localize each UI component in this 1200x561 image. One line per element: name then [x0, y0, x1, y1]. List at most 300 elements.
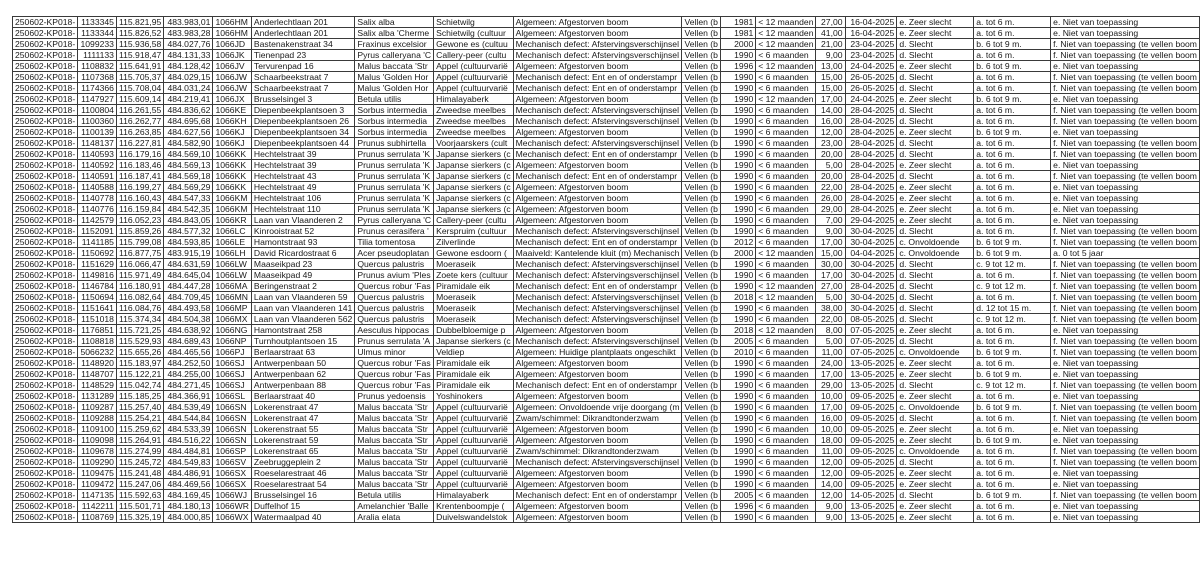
cell-x[interactable]: 115.641,91	[116, 61, 163, 72]
cell-y[interactable]: 483.915,19	[164, 248, 213, 259]
cell-replant[interactable]: e. Niet van toepassing	[1051, 17, 1200, 28]
cell-postcode[interactable]: 1066KH	[213, 116, 251, 127]
cell-action[interactable]: Vellen (b	[682, 160, 720, 171]
cell-condition[interactable]: e. Zeer slecht	[897, 512, 974, 523]
cell-year[interactable]: 1990	[720, 127, 755, 138]
cell-id[interactable]: 250602-KP018-	[13, 17, 78, 28]
cell-species[interactable]: Malus baccata 'Str	[355, 446, 434, 457]
cell-common-name[interactable]: Japanse sierkers (c	[434, 149, 514, 160]
cell-id[interactable]: 250602-KP018-	[13, 479, 78, 490]
cell-address[interactable]: Lokerenstraat 47	[251, 413, 354, 424]
cell-condition[interactable]: e. Zeer slecht	[897, 391, 974, 402]
cell-year[interactable]: 1990	[720, 105, 755, 116]
cell-address[interactable]: Laan van Vlaanderen 2	[251, 215, 354, 226]
cell-replant[interactable]: f. Niet van toepassing (te vellen boom	[1051, 105, 1200, 116]
cell-id[interactable]: 250602-KP018-	[13, 490, 78, 501]
cell-inspection-date[interactable]: 30-04-2025	[845, 292, 897, 303]
cell-address[interactable]: Lokerenstraat 47	[251, 402, 354, 413]
cell-id[interactable]: 250602-KP018-	[13, 303, 78, 314]
cell-year[interactable]: 1990	[720, 446, 755, 457]
cell-height[interactable]: b. 6 tot 9 m.	[974, 347, 1051, 358]
cell-tree-no[interactable]: 1147135	[78, 490, 117, 501]
cell-tree-no[interactable]: 1140591	[78, 171, 117, 182]
cell-common-name[interactable]: Appel (cultuurvarië	[434, 83, 514, 94]
cell-height[interactable]: a. tot 6 m.	[974, 149, 1051, 160]
cell-id[interactable]: 250602-KP018-	[13, 94, 78, 105]
cell-common-name[interactable]: Piramidale eik	[434, 369, 514, 380]
cell-height[interactable]: b. 6 tot 9 m.	[974, 402, 1051, 413]
cell-address[interactable]: Diepenbeekplantsoen 3	[251, 105, 354, 116]
cell-postcode[interactable]: 1066KK	[213, 182, 251, 193]
cell-year[interactable]: 1990	[720, 171, 755, 182]
cell-replant[interactable]: a. 0 tot 5 jaar	[1051, 248, 1200, 259]
cell-year[interactable]: 1990	[720, 226, 755, 237]
cell-condition[interactable]: e. Zeer slecht	[897, 160, 974, 171]
cell-replant[interactable]: f. Niet van toepassing (te vellen boom	[1051, 39, 1200, 50]
cell-action[interactable]: Vellen (b	[682, 39, 720, 50]
cell-replant[interactable]: e. Niet van toepassing	[1051, 160, 1200, 171]
cell-year[interactable]: 1990	[720, 204, 755, 215]
cell-y[interactable]: 484.569,10	[164, 149, 213, 160]
cell-species[interactable]: Prunus serrulata 'A	[355, 336, 434, 347]
cell-inspection-date[interactable]: 23-04-2025	[845, 50, 897, 61]
cell-year[interactable]: 2005	[720, 490, 755, 501]
cell-common-name[interactable]: Zweedse meelbes	[434, 116, 514, 127]
cell-common-name[interactable]: Schietwilg (cultuur	[434, 28, 514, 39]
cell-postcode[interactable]: 1066SJ	[213, 369, 251, 380]
cell-tree-no[interactable]: 1108818	[78, 336, 117, 347]
cell-id[interactable]: 250602-KP018-	[13, 336, 78, 347]
cell-year[interactable]: 1990	[720, 380, 755, 391]
cell-urgency[interactable]: < 12 maanden	[756, 17, 816, 28]
cell-y[interactable]: 483.983,28	[164, 28, 213, 39]
cell-year[interactable]: 2012	[720, 237, 755, 248]
cell-inspection-date[interactable]: 28-04-2025	[845, 138, 897, 149]
cell-action[interactable]: Vellen (b	[682, 116, 720, 127]
cell-id[interactable]: 250602-KP018-	[13, 501, 78, 512]
cell-diameter[interactable]: 38,00	[816, 303, 845, 314]
cell-tree-no[interactable]: 1148707	[78, 369, 117, 380]
cell-year[interactable]: 1990	[720, 369, 755, 380]
cell-id[interactable]: 250602-KP018-	[13, 270, 78, 281]
cell-replant[interactable]: f. Niet van toepassing (te vellen boom	[1051, 314, 1200, 325]
cell-x[interactable]: 115.325,19	[116, 512, 163, 523]
cell-y[interactable]: 484.569,13	[164, 160, 213, 171]
cell-postcode[interactable]: 1066SJ	[213, 358, 251, 369]
cell-defect[interactable]: Algemeen: Afgestorven boom	[513, 94, 682, 105]
cell-tree-no[interactable]: 1100139	[78, 127, 117, 138]
cell-id[interactable]: 250602-KP018-	[13, 325, 78, 336]
cell-y[interactable]: 484.709,45	[164, 292, 213, 303]
cell-species[interactable]: Malus 'Golden Hor	[355, 83, 434, 94]
cell-x[interactable]: 115.122,21	[116, 369, 163, 380]
cell-address[interactable]: Tervurenpad 16	[251, 61, 354, 72]
cell-condition[interactable]: d. Slecht	[897, 138, 974, 149]
cell-species[interactable]: Acer pseudoplatan	[355, 248, 434, 259]
cell-condition[interactable]: e. Zeer slecht	[897, 204, 974, 215]
cell-inspection-date[interactable]: 29-04-2025	[845, 215, 897, 226]
cell-postcode[interactable]: 1066SL	[213, 391, 251, 402]
cell-urgency[interactable]: < 12 maanden	[756, 292, 816, 303]
cell-tree-no[interactable]: 1140778	[78, 193, 117, 204]
cell-action[interactable]: Vellen (b	[682, 61, 720, 72]
cell-defect[interactable]: Algemeen: Afgestorven boom	[513, 127, 682, 138]
cell-defect[interactable]: Mechanisch defect: Afstervingsverschijnsel	[513, 303, 682, 314]
cell-tree-no[interactable]: 1131289	[78, 391, 117, 402]
cell-height[interactable]: c. 9 tot 12 m.	[974, 281, 1051, 292]
cell-urgency[interactable]: < 6 maanden	[756, 204, 816, 215]
cell-species[interactable]: Quercus palustris	[355, 259, 434, 270]
cell-replant[interactable]: e. Niet van toepassing	[1051, 127, 1200, 138]
cell-diameter[interactable]: 17,00	[816, 94, 845, 105]
cell-id[interactable]: 250602-KP018-	[13, 314, 78, 325]
cell-id[interactable]: 250602-KP018-	[13, 149, 78, 160]
cell-urgency[interactable]: < 6 maanden	[756, 270, 816, 281]
cell-common-name[interactable]: Appel (cultuurvarië	[434, 479, 514, 490]
cell-action[interactable]: Vellen (b	[682, 490, 720, 501]
cell-condition[interactable]: e. Zeer slecht	[897, 61, 974, 72]
cell-species[interactable]: Malus baccata 'Str	[355, 479, 434, 490]
cell-y[interactable]: 484.645,04	[164, 270, 213, 281]
cell-address[interactable]: Diepenbeekplantsoen 44	[251, 138, 354, 149]
cell-action[interactable]: Vellen (b	[682, 457, 720, 468]
cell-id[interactable]: 250602-KP018-	[13, 468, 78, 479]
cell-defect[interactable]: Zwam/schimmel: Dikrandtonderzwam	[513, 446, 682, 457]
cell-defect[interactable]: Algemeen: Afgestorven boom	[513, 325, 682, 336]
cell-id[interactable]: 250602-KP018-	[13, 259, 78, 270]
cell-postcode[interactable]: 1066MX	[213, 314, 251, 325]
cell-height[interactable]: a. tot 6 m.	[974, 424, 1051, 435]
cell-diameter[interactable]: 12,00	[816, 490, 845, 501]
cell-action[interactable]: Vellen (b	[682, 413, 720, 424]
cell-year[interactable]: 1990	[720, 94, 755, 105]
cell-postcode[interactable]: 1066SX	[213, 479, 251, 490]
cell-species[interactable]: Sorbus intermedia	[355, 105, 434, 116]
cell-common-name[interactable]: Moeraseik	[434, 303, 514, 314]
cell-y[interactable]: 484.180,13	[164, 501, 213, 512]
cell-tree-no[interactable]: 1140588	[78, 182, 117, 193]
cell-diameter[interactable]: 12,00	[816, 127, 845, 138]
cell-year[interactable]: 1990	[720, 50, 755, 61]
cell-y[interactable]: 484.128,42	[164, 61, 213, 72]
cell-id[interactable]: 250602-KP018-	[13, 413, 78, 424]
cell-y[interactable]: 484.131,33	[164, 50, 213, 61]
cell-action[interactable]: Vellen (b	[682, 402, 720, 413]
cell-x[interactable]: 115.247,06	[116, 479, 163, 490]
cell-species[interactable]: Malus baccata 'Str	[355, 435, 434, 446]
cell-condition[interactable]: e. Zeer slecht	[897, 501, 974, 512]
cell-urgency[interactable]: < 12 maanden	[756, 28, 816, 39]
cell-address[interactable]: Hamontstraat 93	[251, 237, 354, 248]
cell-address[interactable]: Diepenbeekplantsoen 34	[251, 127, 354, 138]
cell-postcode[interactable]: 1066MN	[213, 292, 251, 303]
cell-inspection-date[interactable]: 09-05-2025	[845, 413, 897, 424]
cell-tree-no[interactable]: 1111133	[78, 50, 117, 61]
cell-address[interactable]: Tienenpad 23	[251, 50, 354, 61]
cell-height[interactable]: a. tot 6 m.	[974, 413, 1051, 424]
cell-replant[interactable]: e. Niet van toepassing	[1051, 468, 1200, 479]
cell-height[interactable]: c. 9 tot 12 m.	[974, 314, 1051, 325]
cell-height[interactable]: a. tot 6 m.	[974, 83, 1051, 94]
cell-postcode[interactable]: 1066JW	[213, 72, 251, 83]
cell-inspection-date[interactable]: 28-04-2025	[845, 193, 897, 204]
cell-replant[interactable]: f. Niet van toepassing (te vellen boom	[1051, 138, 1200, 149]
cell-inspection-date[interactable]: 09-05-2025	[845, 446, 897, 457]
cell-common-name[interactable]: Japanse sierkers (c	[434, 204, 514, 215]
cell-urgency[interactable]: < 6 maanden	[756, 314, 816, 325]
cell-x[interactable]: 115.254,21	[116, 413, 163, 424]
cell-inspection-date[interactable]: 09-05-2025	[845, 424, 897, 435]
cell-defect[interactable]: Mechanisch defect: Ent en of onderstampr	[513, 237, 682, 248]
cell-inspection-date[interactable]: 08-05-2025	[845, 314, 897, 325]
cell-urgency[interactable]: < 6 maanden	[756, 182, 816, 193]
cell-x[interactable]: 116.082,64	[116, 292, 163, 303]
cell-year[interactable]: 1990	[720, 160, 755, 171]
cell-postcode[interactable]: 1066MP	[213, 303, 251, 314]
cell-action[interactable]: Vellen (b	[682, 171, 720, 182]
cell-address[interactable]: Antwerpenbaan 62	[251, 369, 354, 380]
cell-height[interactable]: b. 6 tot 9 m.	[974, 248, 1051, 259]
cell-species[interactable]: Prunus serrulata 'K	[355, 171, 434, 182]
cell-id[interactable]: 250602-KP018-	[13, 28, 78, 39]
cell-year[interactable]: 1990	[720, 391, 755, 402]
cell-urgency[interactable]: < 6 maanden	[756, 369, 816, 380]
cell-diameter[interactable]: 7,00	[816, 215, 845, 226]
cell-species[interactable]: Malus baccata 'Str	[355, 468, 434, 479]
cell-x[interactable]: 115.245,72	[116, 457, 163, 468]
cell-condition[interactable]: d. Slecht	[897, 380, 974, 391]
cell-inspection-date[interactable]: 24-04-2025	[845, 94, 897, 105]
cell-id[interactable]: 250602-KP018-	[13, 138, 78, 149]
cell-action[interactable]: Vellen (b	[682, 468, 720, 479]
cell-address[interactable]: Anderlechtlaan 201	[251, 28, 354, 39]
cell-address[interactable]: Berlaarstraat 63	[251, 347, 354, 358]
cell-x[interactable]: 116.187,41	[116, 171, 163, 182]
cell-address[interactable]: Laan van Vlaanderen 59	[251, 292, 354, 303]
cell-diameter[interactable]: 12,00	[816, 468, 845, 479]
cell-height[interactable]: a. tot 6 m.	[974, 391, 1051, 402]
cell-inspection-date[interactable]: 30-04-2025	[845, 303, 897, 314]
cell-urgency[interactable]: < 6 maanden	[756, 259, 816, 270]
cell-condition[interactable]: e. Zeer slecht	[897, 127, 974, 138]
cell-defect[interactable]: Mechanisch defect: Afstervingsverschijnsel	[513, 50, 682, 61]
cell-species[interactable]: Quercus robur 'Fas	[355, 281, 434, 292]
cell-id[interactable]: 250602-KP018-	[13, 61, 78, 72]
cell-action[interactable]: Vellen (b	[682, 380, 720, 391]
cell-height[interactable]: a. tot 6 m.	[974, 116, 1051, 127]
cell-postcode[interactable]: 1066SX	[213, 468, 251, 479]
cell-height[interactable]: a. tot 6 m.	[974, 226, 1051, 237]
cell-x[interactable]: 115.257,40	[116, 402, 163, 413]
cell-id[interactable]: 250602-KP018-	[13, 204, 78, 215]
cell-tree-no[interactable]: 1109287	[78, 402, 117, 413]
cell-urgency[interactable]: < 6 maanden	[756, 457, 816, 468]
cell-action[interactable]: Vellen (b	[682, 149, 720, 160]
cell-condition[interactable]: e. Zeer slecht	[897, 17, 974, 28]
cell-urgency[interactable]: < 6 maanden	[756, 347, 816, 358]
cell-diameter[interactable]: 12,00	[816, 457, 845, 468]
cell-action[interactable]: Vellen (b	[682, 391, 720, 402]
cell-common-name[interactable]: Moeraseik	[434, 314, 514, 325]
cell-common-name[interactable]: Yoshinokers	[434, 391, 514, 402]
cell-diameter[interactable]: 20,00	[816, 149, 845, 160]
cell-tree-no[interactable]: 1100804	[78, 105, 117, 116]
cell-tree-no[interactable]: 1176851	[78, 325, 117, 336]
cell-height[interactable]: b. 6 tot 9 m.	[974, 127, 1051, 138]
cell-postcode[interactable]: 1066WX	[213, 512, 251, 523]
cell-urgency[interactable]: < 12 maanden	[756, 281, 816, 292]
cell-address[interactable]: Hechtelstraat 110	[251, 204, 354, 215]
cell-y[interactable]: 484.533,39	[164, 424, 213, 435]
cell-x[interactable]: 116.877,75	[116, 248, 163, 259]
cell-replant[interactable]: f. Niet van toepassing (te vellen boom	[1051, 50, 1200, 61]
cell-condition[interactable]: e. Zeer slecht	[897, 369, 974, 380]
cell-diameter[interactable]: 10,00	[816, 424, 845, 435]
cell-replant[interactable]: e. Niet van toepassing	[1051, 204, 1200, 215]
cell-height[interactable]: a. tot 6 m.	[974, 50, 1051, 61]
cell-replant[interactable]: e. Niet van toepassing	[1051, 358, 1200, 369]
cell-common-name[interactable]: Appel (cultuurvarië	[434, 72, 514, 83]
cell-postcode[interactable]: 1066JW	[213, 83, 251, 94]
cell-species[interactable]: Quercus palustris	[355, 314, 434, 325]
cell-id[interactable]: 250602-KP018-	[13, 83, 78, 94]
cell-postcode[interactable]: 1066KK	[213, 149, 251, 160]
cell-id[interactable]: 250602-KP018-	[13, 402, 78, 413]
cell-id[interactable]: 250602-KP018-	[13, 215, 78, 226]
cell-defect[interactable]: Mechanisch defect: Ent en of onderstampr	[513, 380, 682, 391]
cell-action[interactable]: Vellen (b	[682, 336, 720, 347]
cell-x[interactable]: 116.084,76	[116, 303, 163, 314]
cell-defect[interactable]: Mechanisch defect: Ent en of onderstampr	[513, 72, 682, 83]
cell-diameter[interactable]: 15,00	[816, 248, 845, 259]
cell-height[interactable]: a. tot 6 m.	[974, 72, 1051, 83]
cell-inspection-date[interactable]: 16-04-2025	[845, 28, 897, 39]
cell-x[interactable]: 115.609,14	[116, 94, 163, 105]
cell-x[interactable]: 115.705,37	[116, 72, 163, 83]
cell-condition[interactable]: d. Slecht	[897, 105, 974, 116]
cell-inspection-date[interactable]: 28-04-2025	[845, 127, 897, 138]
cell-y[interactable]: 484.504,38	[164, 314, 213, 325]
cell-postcode[interactable]: 1066KK	[213, 171, 251, 182]
cell-common-name[interactable]: Gewone esdoorn (	[434, 248, 514, 259]
cell-x[interactable]: 115.826,52	[116, 28, 163, 39]
cell-condition[interactable]: d. Slecht	[897, 281, 974, 292]
cell-x[interactable]: 115.374,34	[116, 314, 163, 325]
cell-species[interactable]: Sorbus intermedia	[355, 116, 434, 127]
cell-replant[interactable]: e. Niet van toepassing	[1051, 424, 1200, 435]
cell-condition[interactable]: d. Slecht	[897, 413, 974, 424]
cell-x[interactable]: 115.185,25	[116, 391, 163, 402]
cell-height[interactable]: a. tot 6 m.	[974, 270, 1051, 281]
cell-x[interactable]: 116.160,43	[116, 193, 163, 204]
cell-height[interactable]: b. 6 tot 9 m.	[974, 94, 1051, 105]
cell-address[interactable]: Roeselarestraat 46	[251, 468, 354, 479]
cell-urgency[interactable]: < 6 maanden	[756, 380, 816, 391]
cell-defect[interactable]: Algemeen: Afgestorven boom	[513, 369, 682, 380]
cell-id[interactable]: 250602-KP018-	[13, 72, 78, 83]
cell-diameter[interactable]: 17,00	[816, 237, 845, 248]
cell-diameter[interactable]: 21,00	[816, 39, 845, 50]
cell-inspection-date[interactable]: 24-04-2025	[845, 61, 897, 72]
cell-postcode[interactable]: 1066KM	[213, 204, 251, 215]
cell-action[interactable]: Vellen (b	[682, 501, 720, 512]
cell-postcode[interactable]: 1066SJ	[213, 380, 251, 391]
cell-address[interactable]: Beringenstraat 2	[251, 281, 354, 292]
cell-y[interactable]: 484.549,83	[164, 457, 213, 468]
cell-address[interactable]: Antwerpenbaan 88	[251, 380, 354, 391]
cell-inspection-date[interactable]: 13-05-2025	[845, 501, 897, 512]
cell-condition[interactable]: c. Onvoldoende	[897, 446, 974, 457]
cell-species[interactable]: Prunus serrulata 'K	[355, 160, 434, 171]
cell-species[interactable]: Quercus palustris	[355, 303, 434, 314]
cell-height[interactable]: a. tot 6 m.	[974, 28, 1051, 39]
cell-height[interactable]: a. tot 6 m.	[974, 457, 1051, 468]
cell-address[interactable]: Brusselsingel 16	[251, 490, 354, 501]
cell-species[interactable]: Amelanchier 'Balle	[355, 501, 434, 512]
cell-inspection-date[interactable]: 26-05-2025	[845, 72, 897, 83]
cell-tree-no[interactable]: 1152091	[78, 226, 117, 237]
cell-condition[interactable]: d. Slecht	[897, 292, 974, 303]
cell-postcode[interactable]: 1066JX	[213, 94, 251, 105]
cell-urgency[interactable]: < 6 maanden	[756, 160, 816, 171]
cell-tree-no[interactable]: 1147927	[78, 94, 117, 105]
cell-postcode[interactable]: 1066WR	[213, 501, 251, 512]
cell-tree-no[interactable]: 1140592	[78, 160, 117, 171]
cell-condition[interactable]: d. Slecht	[897, 303, 974, 314]
cell-inspection-date[interactable]: 30-04-2025	[845, 226, 897, 237]
cell-id[interactable]: 250602-KP018-	[13, 248, 78, 259]
cell-year[interactable]: 1996	[720, 501, 755, 512]
cell-inspection-date[interactable]: 28-04-2025	[845, 182, 897, 193]
cell-inspection-date[interactable]: 28-04-2025	[845, 204, 897, 215]
cell-tree-no[interactable]: 1151018	[78, 314, 117, 325]
cell-common-name[interactable]: Moeraseik	[434, 292, 514, 303]
cell-height[interactable]: c. 9 tot 12 m.	[974, 380, 1051, 391]
cell-species[interactable]: Malus baccata 'Str	[355, 424, 434, 435]
cell-tree-no[interactable]: 1150692	[78, 248, 117, 259]
cell-y[interactable]: 484.631,59	[164, 259, 213, 270]
cell-tree-no[interactable]: 1150694	[78, 292, 117, 303]
cell-condition[interactable]: d. Slecht	[897, 72, 974, 83]
cell-postcode[interactable]: 1066SN	[213, 413, 251, 424]
cell-y[interactable]: 484.486,91	[164, 468, 213, 479]
cell-condition[interactable]: e. Zeer slecht	[897, 193, 974, 204]
cell-height[interactable]: a. tot 6 m.	[974, 17, 1051, 28]
cell-replant[interactable]: e. Niet van toepassing	[1051, 215, 1200, 226]
cell-inspection-date[interactable]: 13-05-2025	[845, 380, 897, 391]
cell-replant[interactable]: e. Niet van toepassing	[1051, 182, 1200, 193]
cell-id[interactable]: 250602-KP018-	[13, 281, 78, 292]
cell-inspection-date[interactable]: 07-05-2025	[845, 336, 897, 347]
cell-defect[interactable]: Mechanisch defect: Afstervingsverschijnsel	[513, 138, 682, 149]
cell-defect[interactable]: Mechanisch defect: Ent en of onderstampr	[513, 490, 682, 501]
cell-action[interactable]: Vellen (b	[682, 204, 720, 215]
cell-tree-no[interactable]: 1109290	[78, 457, 117, 468]
cell-defect[interactable]: Algemeen: Afgestorven boom	[513, 28, 682, 39]
cell-replant[interactable]: f. Niet van toepassing (te vellen boom	[1051, 149, 1200, 160]
cell-tree-no[interactable]: 1140593	[78, 149, 117, 160]
cell-defect[interactable]: Algemeen: Afgestorven boom	[513, 17, 682, 28]
cell-defect[interactable]: Mechanisch defect: Ent en of onderstampr	[513, 149, 682, 160]
cell-tree-no[interactable]: 1151641	[78, 303, 117, 314]
cell-year[interactable]: 1990	[720, 314, 755, 325]
cell-species[interactable]: Prunus avium 'Ples	[355, 270, 434, 281]
cell-common-name[interactable]: Krentenboompje (	[434, 501, 514, 512]
cell-height[interactable]: b. 6 tot 9 m.	[974, 237, 1051, 248]
cell-urgency[interactable]: < 6 maanden	[756, 50, 816, 61]
cell-condition[interactable]: e. Zeer slecht	[897, 435, 974, 446]
cell-urgency[interactable]: < 6 maanden	[756, 105, 816, 116]
